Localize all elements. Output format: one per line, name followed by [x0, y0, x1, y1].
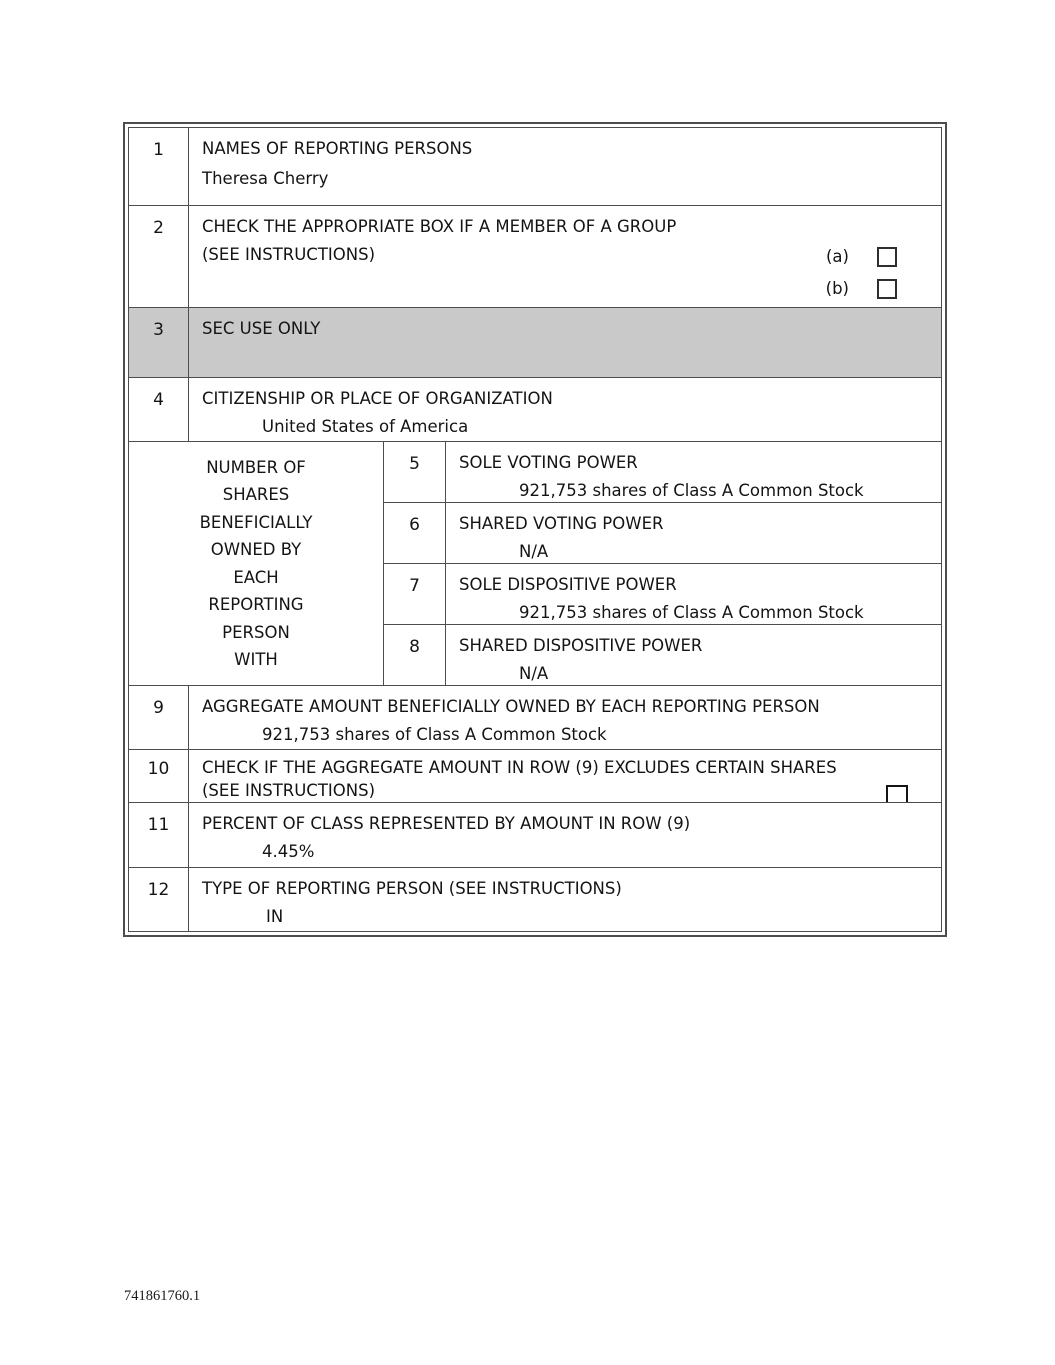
- aggregate-amount-label: AGGREGATE AMOUNT BENEFICIALLY OWNED BY EACH REPORTING PERSON: [202, 697, 820, 716]
- shares-label-line: WITH: [234, 650, 278, 669]
- excludes-shares-label: CHECK IF THE AGGREGATE AMOUNT IN ROW (9) EXCLUDES CERTAIN SHARES: [202, 758, 837, 777]
- table-row-2: [129, 206, 942, 308]
- option-a-row: [826, 246, 897, 268]
- row-3-number: 3: [129, 308, 189, 378]
- table-row-11: [129, 803, 942, 868]
- table-row-5: [129, 442, 942, 503]
- row-2-label-line2: (SEE INSTRUCTIONS): [202, 245, 376, 264]
- sole-voting-power-value: 921,753 shares of Class A Common Stock: [519, 481, 864, 500]
- excludes-shares-checkbox[interactable]: [886, 785, 908, 803]
- document-footer-number: 741861760.1: [124, 1288, 201, 1304]
- type-of-reporting-person-label: TYPE OF REPORTING PERSON (SEE INSTRUCTIONS): [202, 879, 622, 898]
- shares-label-line: OWNED BY: [210, 540, 302, 559]
- citizenship-value: United States of America: [262, 417, 469, 436]
- sole-dispositive-power-value: 921,753 shares of Class A Common Stock: [519, 603, 864, 622]
- row-12-number: 12: [129, 868, 189, 932]
- row-11-number: 11: [129, 803, 189, 868]
- row-4-label: CITIZENSHIP OR PLACE OF ORGANIZATION: [202, 389, 553, 408]
- table-row-12: [129, 868, 942, 932]
- shared-dispositive-power-label: SHARED DISPOSITIVE POWER: [459, 636, 703, 655]
- table-row-4: [129, 378, 942, 442]
- row-1-label: NAMES OF REPORTING PERSONS: [202, 139, 473, 158]
- row-7-number: 7: [384, 564, 446, 625]
- group-member-options: [826, 246, 897, 300]
- row-8-number: 8: [384, 625, 446, 686]
- row-9-number: 9: [129, 686, 189, 750]
- reporting-person-table: [123, 122, 947, 937]
- row-1-number: 1: [129, 128, 189, 206]
- shares-label-line: PERSON: [222, 622, 290, 642]
- table-row-1: [129, 128, 942, 206]
- aggregate-amount-value: 921,753 shares of Class A Common Stock: [262, 725, 607, 744]
- percent-of-class-value: 4.45%: [262, 842, 315, 861]
- percent-of-class-label: PERCENT OF CLASS REPRESENTED BY AMOUNT IN ROW (9): [202, 814, 691, 833]
- sec-use-only-label: SEC USE ONLY: [202, 319, 321, 338]
- row-6-number: 6: [384, 503, 446, 564]
- row-2-label: CHECK THE APPROPRIATE BOX IF A MEMBER OF A GROUP: [202, 217, 677, 236]
- row-4-number: 4: [129, 378, 189, 442]
- shared-voting-power-value: N/A: [519, 542, 549, 561]
- shares-label-line: EACH: [233, 567, 279, 587]
- row-5-number: 5: [384, 442, 446, 503]
- type-of-reporting-person-value: IN: [266, 907, 284, 926]
- shared-dispositive-power-value: N/A: [519, 664, 549, 683]
- option-b-row: [826, 278, 897, 300]
- row-10-number: 10: [129, 750, 189, 803]
- option-b-checkbox[interactable]: [877, 279, 897, 299]
- table-row-9: [129, 686, 942, 750]
- excludes-shares-label-line2: (SEE INSTRUCTIONS): [202, 781, 376, 800]
- row-2-number: 2: [129, 206, 189, 308]
- shares-owned-cell: [129, 442, 384, 686]
- shares-label-line: NUMBER OF: [206, 457, 306, 477]
- table-row-3: [129, 308, 942, 378]
- reporting-person-name: Theresa Cherry: [202, 169, 329, 188]
- option-a-checkbox[interactable]: [877, 247, 897, 267]
- table-row-10: [129, 750, 942, 803]
- sole-dispositive-power-label: SOLE DISPOSITIVE POWER: [459, 575, 677, 594]
- shares-label-line: REPORTING: [208, 595, 304, 614]
- shares-label-line: SHARES: [222, 485, 290, 504]
- shared-voting-power-label: SHARED VOTING POWER: [459, 514, 664, 533]
- shares-label-line: BENEFICIALLY: [199, 512, 313, 532]
- option-a-label: (a): [826, 247, 849, 266]
- sole-voting-power-label: SOLE VOTING POWER: [459, 453, 638, 472]
- option-b-label: (b): [825, 279, 849, 298]
